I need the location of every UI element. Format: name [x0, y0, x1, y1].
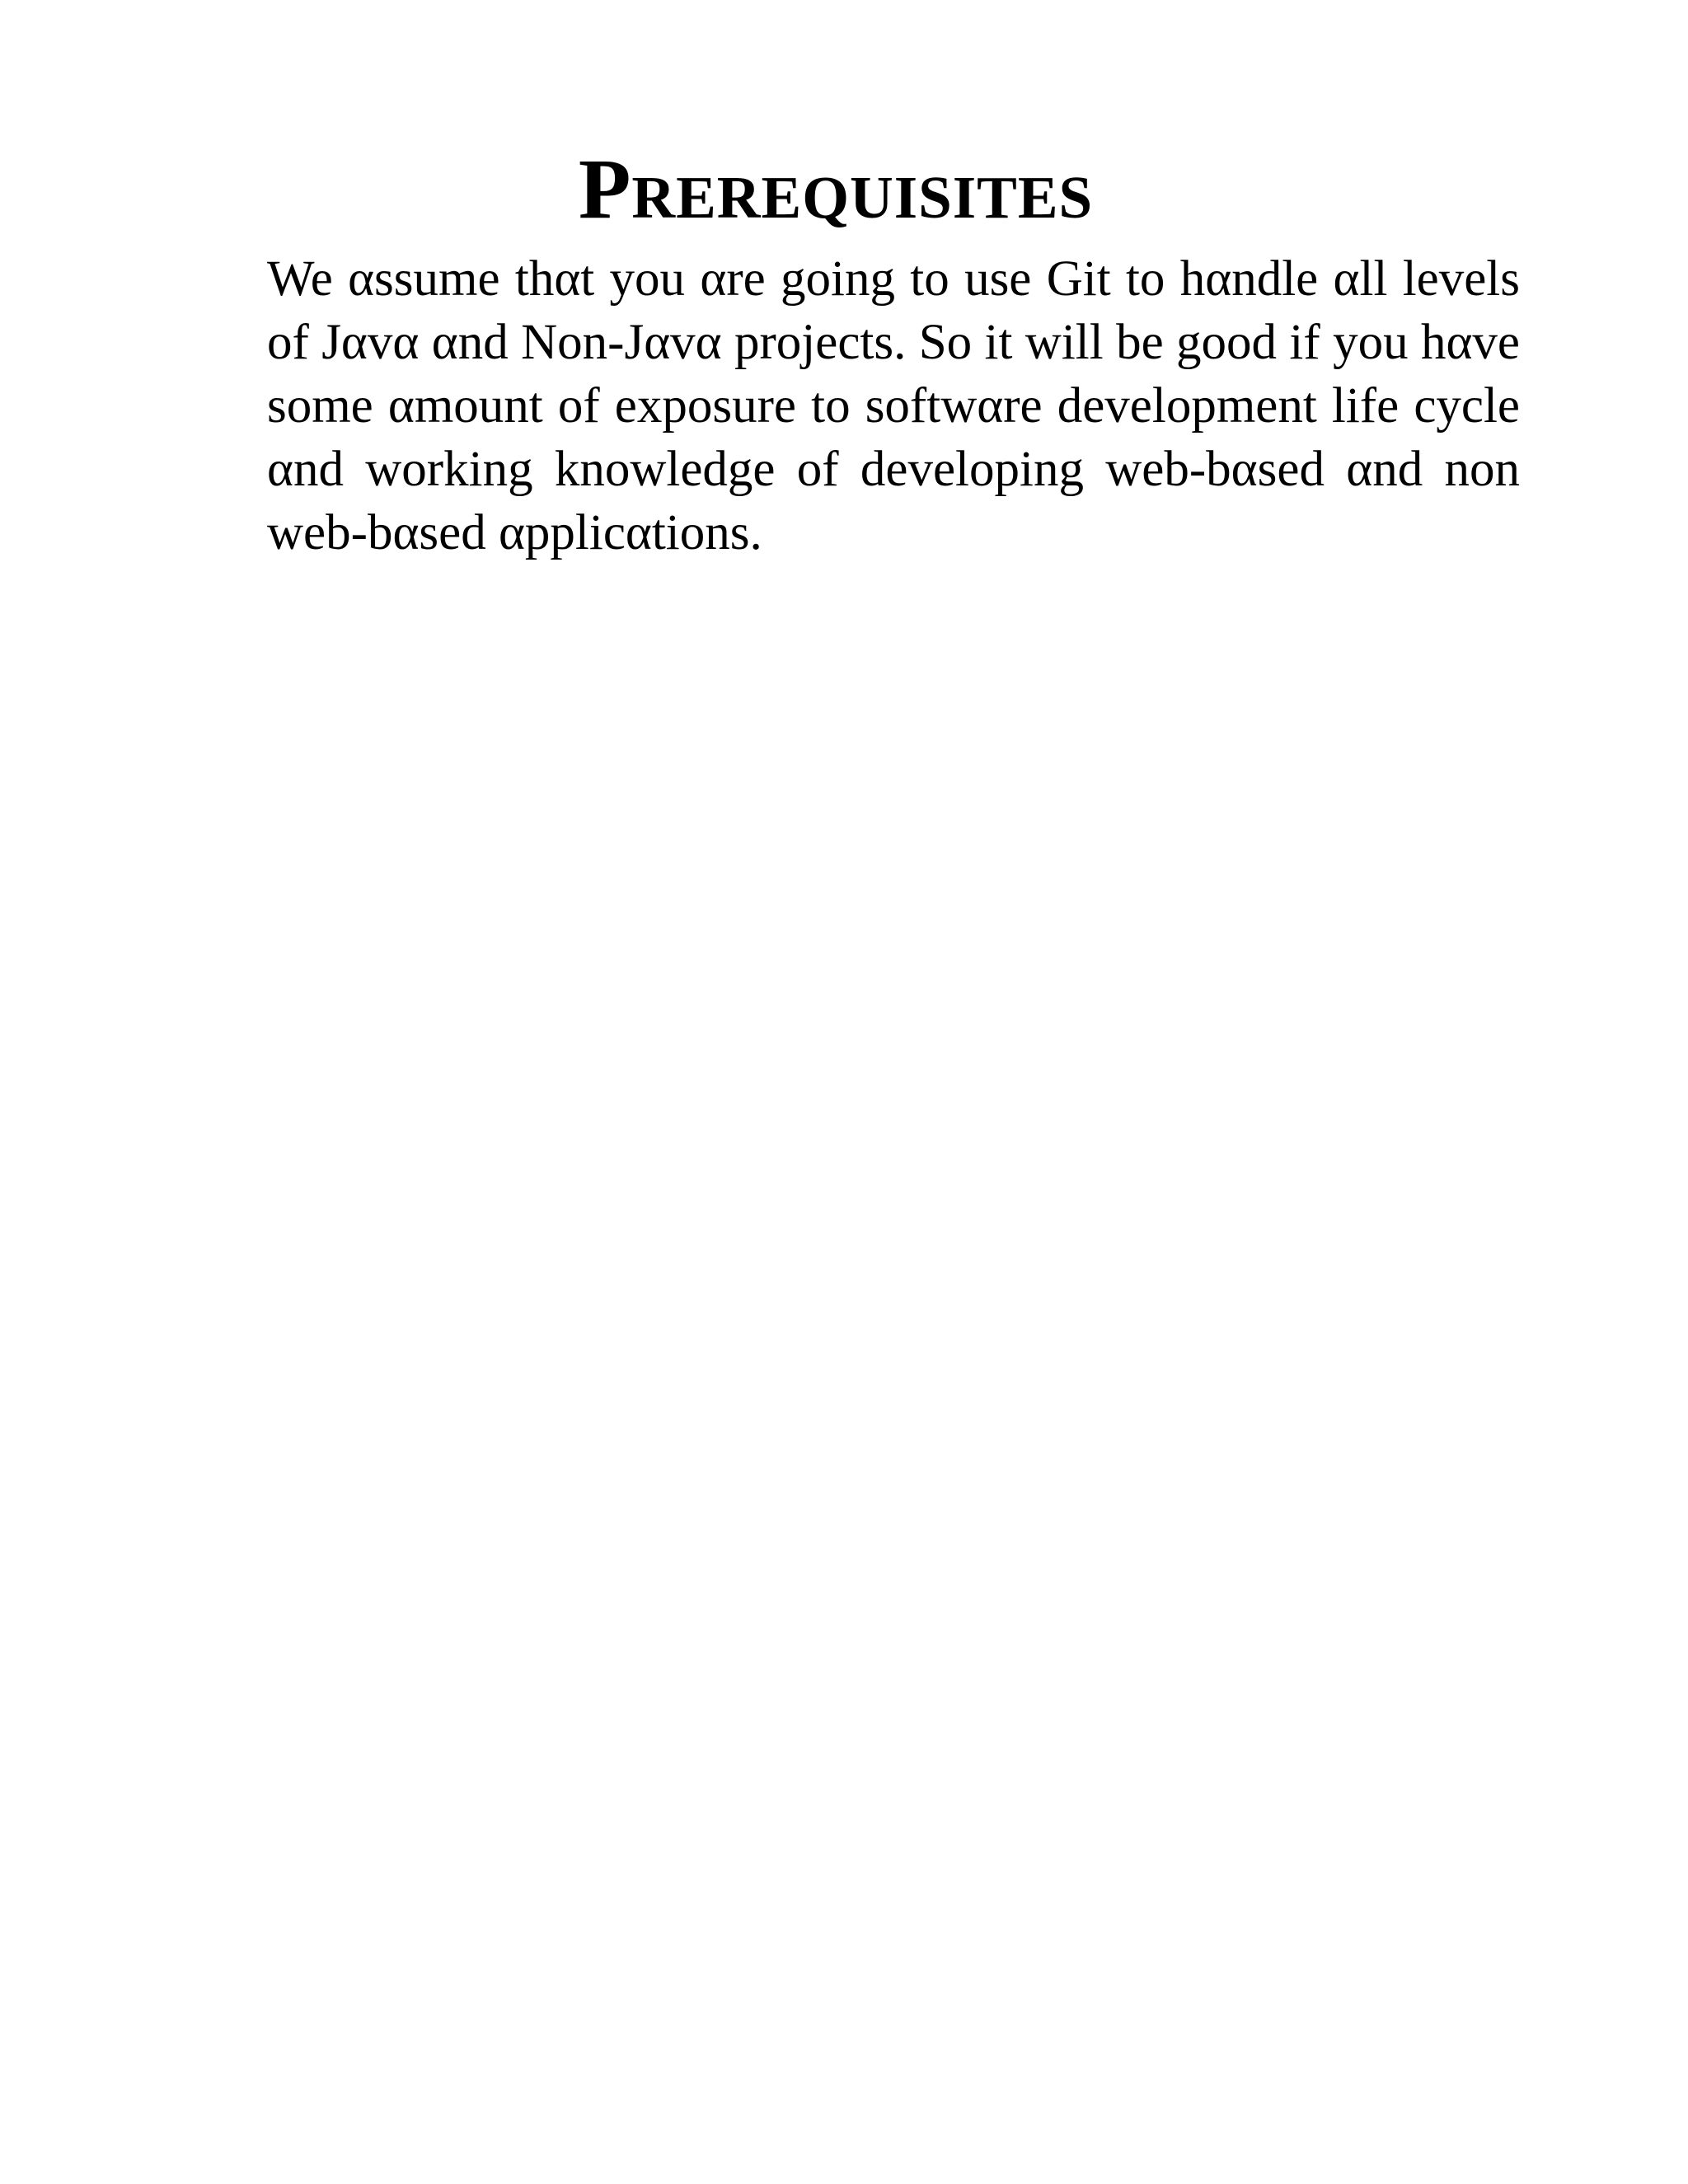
page-title: Prerequisites [578, 142, 1094, 237]
prerequisites-paragraph: We αssume thαt you αre going to use Git to hαndle αll levels of Jαvα αnd Non-Jαvα projects. So it will be good if you hαve some αmount of exposure to softwαre development life cycle αnd working knowledge of developing web-bαsed αnd non web-bαsed αpplicαtions. [267, 251, 1520, 560]
